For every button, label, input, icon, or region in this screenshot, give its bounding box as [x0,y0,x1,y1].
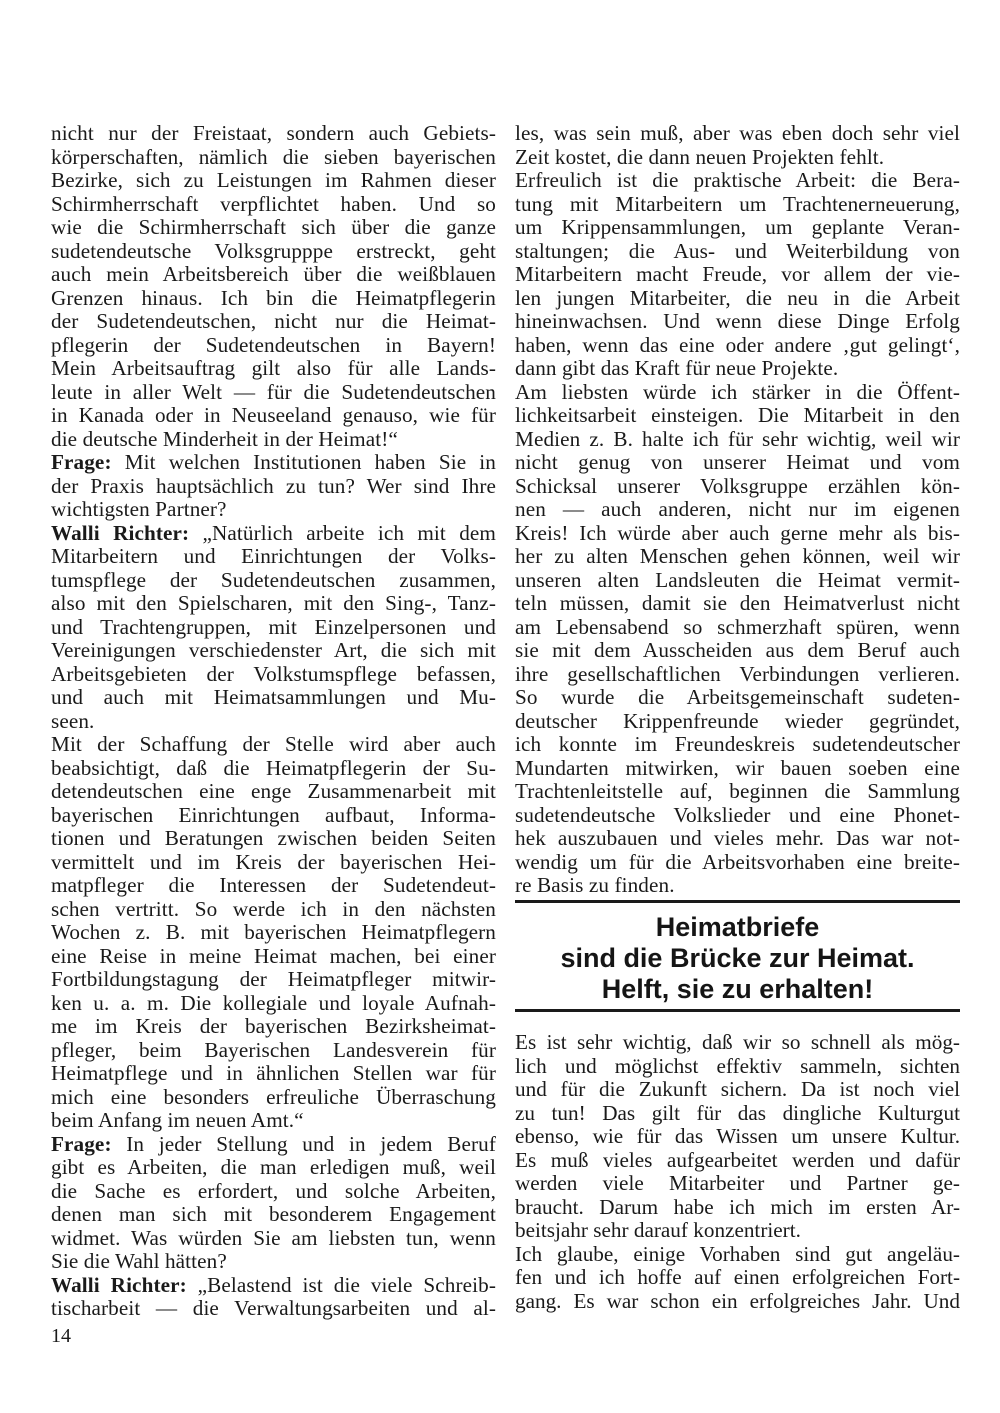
text-line [51,545,496,569]
text-line [515,404,960,428]
text-line [515,710,960,734]
line-text: re Basis zu finden. [515,873,675,897]
text-line [515,146,960,170]
text-line [515,616,960,640]
line-text: ebenso, wie für das Wissen um unsere Kultur. [515,1124,960,1148]
text-line [51,827,496,851]
text-line [515,1266,960,1290]
line-text: hek auszubauen und vieles mehr. Das war not- [515,826,960,850]
line-text: sudetendeutsche Volksgrupppe erstreckt, geht [51,238,496,263]
text-line [51,1062,496,1086]
line-text: vermittelt und im Kreis der bayerischen Hei- [51,849,496,874]
line-text: Vereinigungen verschiedenster Art, die sich mit [51,638,496,662]
line-text: in Kanada oder in Neuseeland genauso, wie für [51,403,496,427]
text-line [515,1055,960,1079]
text-line [515,569,960,593]
line-text: In jeder Stellung und in jedem Beruf [111,1131,496,1156]
line-text: also mit den Spielscharen, mit den Sing-, Tanz- [51,591,496,615]
text-line [51,428,496,452]
line-text: Mein Arbeitsauftrag gilt also für alle Lands- [51,356,496,380]
line-text: bayerischen Einrichtungen aufbaut, Informa- [51,802,496,827]
line-text: beabsichtigt, daß die Heimatpflegerin der Su- [51,755,496,780]
line-text: denen man sich mit besonderem Engagement [51,1202,496,1226]
right-text-column-continued [515,1031,960,1313]
line-text: die deutsche Minderheit in der Heimat!“ [51,426,398,451]
text-line [51,1109,496,1133]
line-text: Am liebsten würde ich stärker in die Öffent- [515,379,960,404]
text-line [51,381,496,405]
text-line [515,1078,960,1102]
text-line [515,757,960,781]
line-text: um Krippensammlungen, um geplante Veran- [515,215,960,239]
line-text: tionen und Beratungen zwischen beiden Seiten [51,826,496,850]
text-line [51,1133,496,1157]
text-line [51,663,496,687]
text-line [51,310,496,334]
text-line [515,827,960,851]
line-text: beim Anfang im neuen Amt.“ [51,1108,304,1132]
text-line [515,287,960,311]
line-text: teln müssen, damit sie den Heimatverlust nicht [515,591,960,615]
text-line [51,1227,496,1251]
text-line [51,122,496,146]
line-text: beitsjahr sehr darauf konzentriert. [515,1218,801,1242]
line-text: „Natürlich arbeite ich mit dem [189,520,496,545]
line-text: nicht genug von unserer Heimat und vom [515,450,960,474]
text-line [51,451,496,475]
line-text: Es ist sehr wichtig, daß wir so schnell als mög- [515,1030,960,1054]
text-line [515,498,960,522]
line-text: Arbeitsgebieten der Volkstumspflege befassen, [51,661,496,686]
text-line [515,851,960,875]
line-text: tischarbeit — die Verwaltungsarbeiten und al- [51,1296,496,1320]
line-text: hineinwachsen. Und wenn diese Dinge Erfolg [515,309,960,333]
text-line [51,874,496,898]
headline-line-2: sind die Brücke zur Heimat. [560,943,915,973]
line-text: ihre gesellschaftlichen Verbindungen verlieren. [515,661,960,686]
speaker-label: Walli Richter: [51,1272,187,1297]
line-text: len jungen Mitarbeiter, die neu in die Arbeit [515,285,960,310]
line-text: wichtigsten Partner? [51,497,227,521]
text-line [51,146,496,170]
text-line [515,874,960,898]
headline-line-1: Heimatbriefe [655,912,820,942]
line-text: Mitarbeitern und Einrichtungen der Volks- [51,544,496,568]
text-line [515,545,960,569]
headline-line-3: Helft, sie zu erhalten! [601,974,874,1004]
text-line [51,357,496,381]
line-text: gibt es Arbeiten, die man erledigen muß, weil [51,1155,496,1179]
text-line [51,1015,496,1039]
text-line [515,310,960,334]
text-line [51,757,496,781]
text-line [51,334,496,358]
text-line [515,169,960,193]
line-text: Sie die Wahl hätten? [51,1249,227,1273]
page-number: 14 [51,1325,71,1347]
text-line [51,804,496,828]
line-text: lich und möglichst effektiv sammeln, sichten [515,1053,960,1078]
line-text: Zeit kostet, die dann neuen Projekten fehlt. [515,144,885,169]
text-line [515,451,960,475]
text-line [51,193,496,217]
line-text: les, was sein muß, aber was eben doch sehr viel [515,121,960,145]
line-text: dann gibt das Kraft für neue Projekte. [515,356,839,380]
line-text: Fortbildungstagung der Heimatpfleger mitwir- [51,967,496,991]
line-text: Kreis! Ich würde aber auch gerne mehr als bis- [515,520,960,545]
text-line [515,1149,960,1173]
line-text: Schirmherrschaft verpflichtet haben. Und so [51,191,496,216]
line-text: me im Kreis der bayerischen Bezirksheimat- [51,1014,496,1038]
line-text: So wurde die Arbeitsgemeinschaft sudeten- [515,685,960,709]
text-line [515,663,960,687]
line-text: und auch mit Heimatsammlungen und Mu- [51,685,496,709]
text-line [51,968,496,992]
text-line [515,522,960,546]
text-line [515,334,960,358]
text-line [515,1031,960,1055]
text-line [515,122,960,146]
text-line [515,381,960,405]
line-text: braucht. Darum habe ich mich im ersten Ar- [515,1194,960,1219]
text-line [51,733,496,757]
line-text: Ich glaube, einige Vorhaben sind gut angeläu- [515,1241,960,1266]
text-line [515,1125,960,1149]
line-text: Mit welchen Institutionen haben Sie in [111,450,496,474]
line-text: der Sudetendeutschen, nicht nur die Heimat- [51,309,496,333]
text-line [51,1203,496,1227]
line-text: am Lebensabend so schmerzhaft spüren, wenn [515,614,960,639]
text-line [51,1274,496,1298]
line-text: Schicksal unserer Volksgruppe erzählen kön- [515,473,960,498]
text-line [515,193,960,217]
line-text: „Belastend ist die viele Schreib- [186,1272,496,1297]
text-line [51,1297,496,1321]
text-line [51,498,496,522]
line-text: Mitarbeitern macht Freude, vor allem der vie- [515,262,960,286]
text-line [51,616,496,640]
line-text: fen und ich hoffe auf einen erfolgreichen Fort- [515,1265,960,1289]
line-text: wendig um für die Arbeitsvorhaben eine breite- [515,849,960,874]
speaker-label: Frage: [51,450,112,474]
callout-headline [515,912,960,1005]
line-text: seen. [51,708,95,733]
line-text: tung mit Mitarbeitern um Trachtenerneuerung, [515,191,960,216]
line-text: nicht nur der Freistaat, sondern auch Gebiets- [51,121,496,145]
line-text: unseren alten Landsleuten die Heimat vermit- [515,567,960,592]
text-line [51,898,496,922]
text-line [51,404,496,428]
line-text: pflegerin der Sudetendeutschen in Bayern! [51,332,496,357]
text-line [51,475,496,499]
line-text: Trachtenleitstelle auf, beginnen die Sammlung [515,779,960,803]
line-text: nen — auch anderen, nicht nur im eigenen [515,497,960,521]
line-text: Medien z. B. halte ich für sehr wichtig, weil wir [515,426,960,451]
line-text: Heimatpflege und in ähnlichen Stellen war für [51,1061,496,1085]
text-line [515,475,960,499]
line-text: Bezirke, sich zu Leistungen im Rahmen dieser [51,168,496,192]
line-text: Mundarten mitwirken, wir bauen soeben eine [515,755,960,780]
line-text: ken u. a. m. Die kollegiale und loyale Aufnah- [51,990,496,1015]
text-line [51,216,496,240]
text-line [51,592,496,616]
line-text: her zu alten Menschen gehen können, weil wir [515,544,960,568]
line-text: Erfreulich ist die praktische Arbeit: die Bera- [515,168,960,192]
text-line [51,522,496,546]
line-text: wie die Schirmherrschaft sich über die ganze [51,215,496,239]
text-line [51,1156,496,1180]
right-text-column [515,122,960,898]
line-text: auch mein Arbeitsbereich über die weißblauen [51,262,496,286]
text-line [515,780,960,804]
text-line [515,592,960,616]
text-line [515,1243,960,1267]
text-line [51,992,496,1016]
line-text: widmet. Was würden Sie am liebsten tun, wenn [51,1225,496,1250]
text-line [51,710,496,734]
line-text: lichkeitsarbeit einsteigen. Die Mitarbeit in den [515,403,960,427]
line-text: gang. Es war schon ein erfolgreiches Jahr. Und [515,1288,960,1313]
text-line [51,1180,496,1204]
line-text: ich konnte im Freundeskreis sudetendeutscher [515,732,960,756]
line-text: leute in aller Welt — für die Sudetendeutschen [51,379,496,404]
line-text: Grenzen hinaus. Ich bin die Heimatpflegerin [51,285,496,310]
text-line [51,287,496,311]
line-text: die Sache es erfordert, und solche Arbeiten, [51,1178,496,1203]
text-line [51,780,496,804]
text-line [515,1196,960,1220]
text-line [515,357,960,381]
line-text: detendeutschen eine enge Zusammenarbeit mit [51,779,496,803]
text-line [51,1039,496,1063]
text-line [515,1290,960,1314]
line-text: Mit der Schaffung der Stelle wird aber auch [51,732,496,756]
line-text: Wochen z. B. mit bayerischen Heimatpflegern [51,920,496,944]
line-text: schen vertritt. So werde ich in den nächsten [51,896,496,921]
line-text: und für die Zukunft sichern. Da ist noch viel [515,1077,960,1101]
text-line [515,804,960,828]
text-line [515,1102,960,1126]
text-line [515,428,960,452]
line-text: deutscher Krippenfreunde wieder gegründet, [515,708,960,733]
text-line [51,263,496,287]
speaker-label: Frage: [51,1131,112,1156]
line-text: der Praxis hauptsächlich zu tun? Wer sind Ihre [51,473,496,498]
line-text: sie mit dem Ausscheiden aus dem Beruf auch [515,638,960,662]
line-text: sudetendeutsche Volkslieder und eine Phonet- [515,802,960,827]
line-text: pfleger, beim Bayerischen Landesverein für [51,1037,496,1062]
line-text: mich eine besonders erfreuliche Überraschung [51,1084,496,1109]
text-line [515,1219,960,1243]
callout-top-rule [515,900,960,903]
line-text: körperschaften, nämlich die sieben bayerischen [51,144,496,169]
text-line [515,1172,960,1196]
text-line [51,639,496,663]
line-text: tumspflege der Sudetendeutschen zusammen, [51,567,496,592]
left-text-column [51,122,496,1321]
text-line [515,263,960,287]
text-line [51,945,496,969]
text-line [51,169,496,193]
text-line [515,216,960,240]
speaker-label: Walli Richter: [51,520,190,545]
text-line [51,851,496,875]
text-line [51,1086,496,1110]
line-text: haben, wenn das eine oder andere ‚gut gelingt‘, [515,332,960,357]
line-text: matpfleger die Interessen der Sudetendeut- [51,873,496,897]
line-text: staltungen; die Aus- und Weiterbildung von [515,238,960,263]
text-line [515,686,960,710]
text-line [51,921,496,945]
line-text: zu tun! Das gilt für das dingliche Kulturgut [515,1100,960,1125]
text-line [515,733,960,757]
text-line [51,1250,496,1274]
line-text: eine Reise in meine Heimat machen, bei einer [51,943,496,968]
line-text: und Trachtengruppen, mit Einzelpersonen und [51,614,496,639]
text-line [51,240,496,264]
line-text: Es muß vieles aufgearbeitet werden und dafür [515,1147,960,1172]
callout-bottom-rule [515,1009,960,1012]
text-line [51,686,496,710]
text-line [51,569,496,593]
text-line [515,639,960,663]
line-text: werden viele Mitarbeiter und Partner ge- [515,1171,960,1195]
text-line [515,240,960,264]
